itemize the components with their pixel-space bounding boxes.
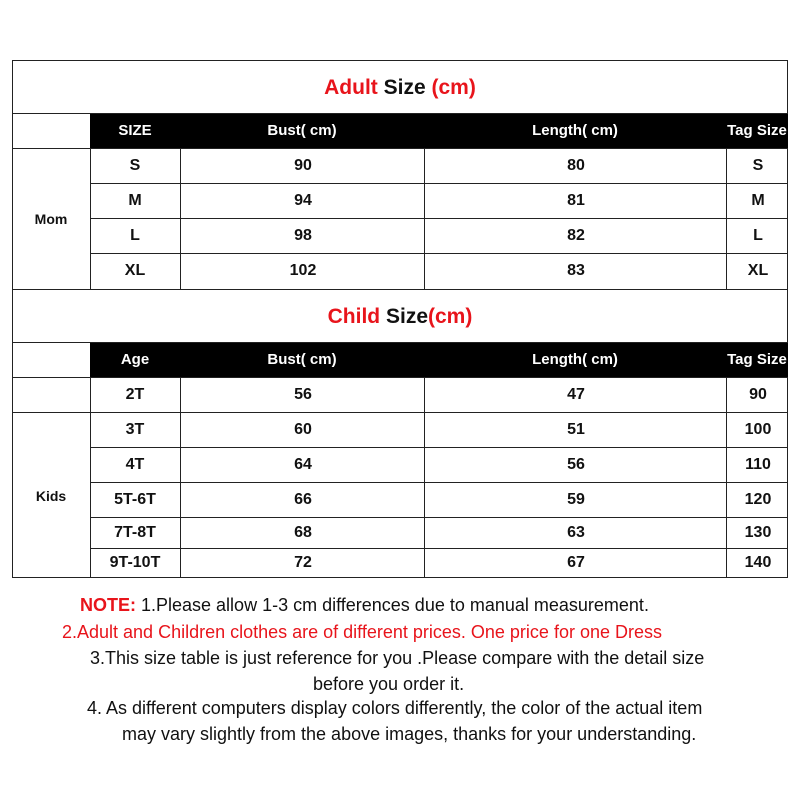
- table-cell: 120: [726, 482, 789, 517]
- table-cell: 81: [424, 183, 727, 218]
- adult-title-unit: (cm): [431, 76, 476, 99]
- table-row: [90, 253, 788, 290]
- table-cell: 47: [424, 377, 727, 412]
- header-bust: Bust( cm): [267, 351, 337, 368]
- table-cell: 100: [726, 412, 789, 447]
- table-row: [90, 482, 788, 518]
- table-cell: 5T-6T: [114, 490, 156, 508]
- table-cell: 80: [424, 148, 727, 183]
- table-cell: 83: [424, 253, 727, 289]
- table-cell: S: [129, 156, 141, 174]
- table-cell: 64: [180, 447, 425, 482]
- child-title-label: Child: [327, 305, 381, 328]
- child-header-row: [90, 343, 788, 377]
- table-cell: 130: [726, 517, 789, 548]
- table-cell: 2T: [125, 385, 145, 403]
- divider: [12, 289, 788, 290]
- note-text-1: 1.Please allow 1-3 cm differences due to manual measurement.: [136, 595, 649, 615]
- table-row: [90, 183, 788, 219]
- table-cell: 4T: [125, 455, 145, 473]
- note-line-2: 2.Adult and Children clothes are of different prices. One price for one Dress: [62, 622, 662, 642]
- table-cell: 98: [180, 218, 425, 253]
- table-cell: 72: [180, 548, 425, 577]
- note-line-4b: may vary slightly from the above images, thanks for your understanding.: [122, 724, 697, 744]
- table-cell: 67: [424, 548, 727, 577]
- table-cell: L: [130, 226, 140, 244]
- table-cell: 56: [424, 447, 727, 482]
- table-row: [90, 447, 788, 483]
- adult-size-title: [12, 76, 788, 100]
- note-line-1: [80, 595, 649, 616]
- table-row: [90, 148, 788, 184]
- adult-header-row: [90, 114, 788, 148]
- divider: [90, 377, 91, 578]
- table-row: [90, 218, 788, 254]
- divider: [12, 412, 90, 413]
- note-line-3: 3.This size table is just reference for you .Please compare with the detail size: [90, 648, 705, 668]
- table-cell: 60: [180, 412, 425, 447]
- table-cell: 94: [180, 183, 425, 218]
- table-cell: M: [128, 191, 142, 209]
- table-cell: 9T-10T: [109, 553, 161, 571]
- table-cell: 102: [180, 253, 425, 289]
- header-size: SIZE: [118, 122, 152, 139]
- table-row: [90, 517, 788, 549]
- note-line-4: 4. As different computers display colors differently, the color of the actual item: [87, 698, 703, 718]
- divider: [90, 148, 91, 290]
- note-label: NOTE:: [80, 595, 136, 615]
- header-age: Age: [120, 351, 150, 368]
- table-cell: 59: [424, 482, 727, 517]
- header-bust: Bust( cm): [267, 122, 337, 139]
- table-cell: XL: [124, 262, 146, 279]
- table-cell: 140: [726, 548, 789, 577]
- table-cell: 3T: [125, 420, 145, 438]
- table-cell: 63: [424, 517, 727, 548]
- table-row: [90, 548, 788, 578]
- note-line-3b: before you order it.: [313, 674, 465, 694]
- table-cell: M: [726, 183, 789, 218]
- table-cell: 51: [424, 412, 727, 447]
- table-cell: 66: [180, 482, 425, 517]
- child-size-title: [12, 305, 788, 329]
- child-title-unit: (cm): [428, 305, 473, 328]
- adult-title-label: Adult: [324, 76, 378, 99]
- header-length: Length( cm): [532, 351, 618, 368]
- group-label-kids: Kids: [35, 488, 67, 504]
- table-cell: 7T-8T: [114, 523, 156, 541]
- header-length: Length( cm): [532, 122, 618, 139]
- table-cell: 68: [180, 517, 425, 548]
- table-cell: 110: [726, 447, 789, 482]
- header-tag-size: Tag Size: [727, 351, 787, 368]
- child-title-size: Size: [380, 305, 428, 328]
- header-tag-size: Tag Size: [727, 122, 787, 139]
- table-cell: 90: [726, 377, 789, 412]
- table-cell: 56: [180, 377, 425, 412]
- table-row: [90, 377, 788, 413]
- table-cell: 82: [424, 218, 727, 253]
- table-cell: S: [726, 148, 789, 183]
- table-cell: XL: [726, 253, 789, 289]
- group-label-mom: Mom: [34, 211, 68, 227]
- table-row: [90, 412, 788, 448]
- table-cell: L: [726, 218, 789, 253]
- adult-title-size: Size: [377, 76, 432, 99]
- table-cell: 90: [180, 148, 425, 183]
